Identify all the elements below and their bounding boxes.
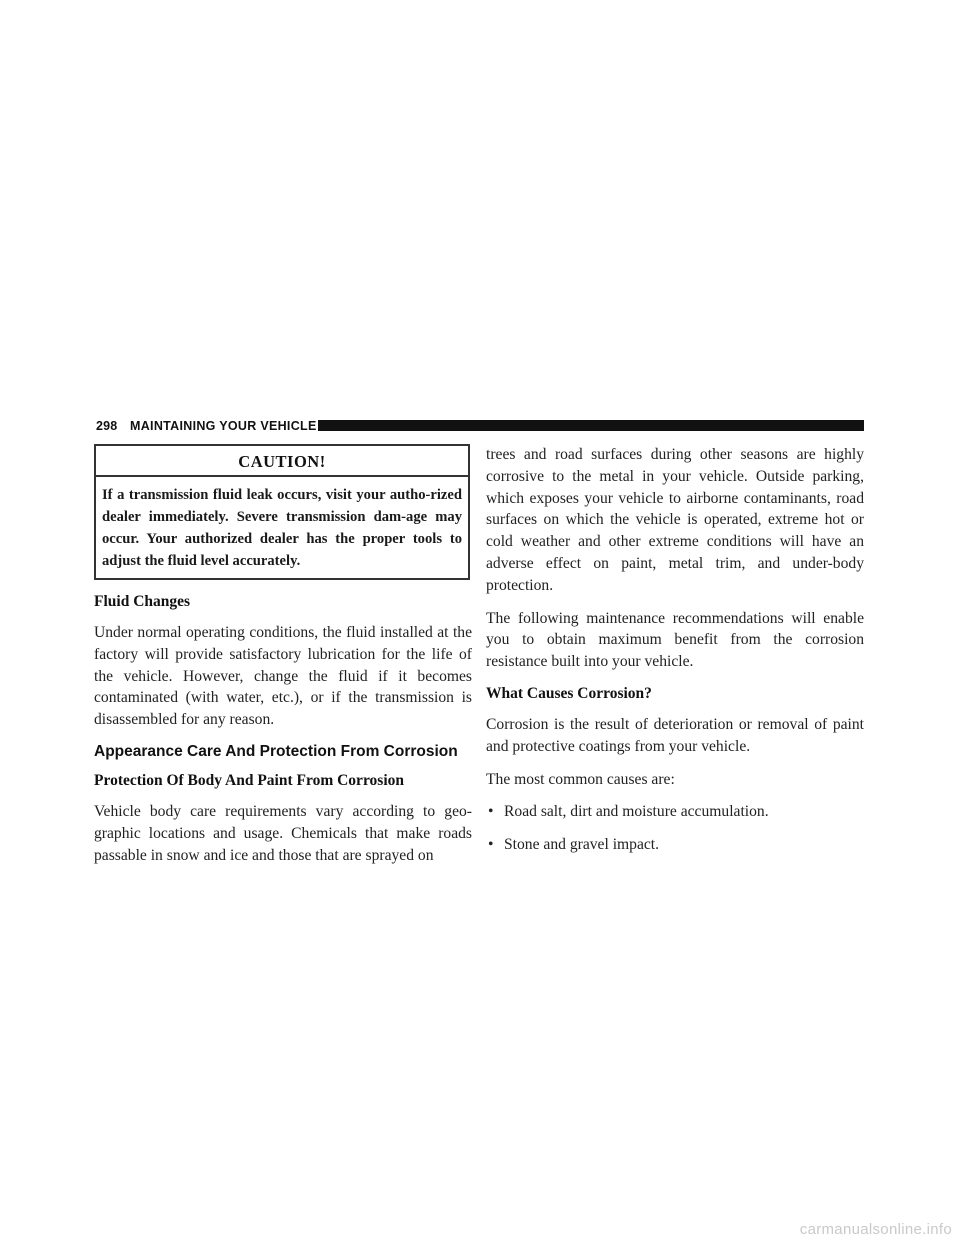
- caution-text: If a transmission fluid leak occurs, visit your autho-rized dealer immediately. Severe transmission dam-age may occur. Your authorized dealer has the proper tools to adjust the fluid level accurately.: [102, 487, 462, 569]
- protection-heading: Protection Of Body And Paint From Corrosion: [94, 771, 404, 789]
- continued-paragraph: trees and road surfaces during other seasons are highly corrosive to the metal in your vehicle. Outside parking, which exposes your vehicle to airborne contaminants, road surfaces on which the vehicle is operated, extreme hot or cold weather and other extreme conditions will have an adverse effect on paint, metal trim, and under-body protection.: [486, 446, 864, 594]
- causes-list: [486, 801, 864, 856]
- list-item: [486, 834, 864, 856]
- left-column: [94, 444, 472, 877]
- corrosion-causes-heading: What Causes Corrosion?: [486, 684, 652, 702]
- page-number: 298: [96, 419, 118, 433]
- list-item-text: Stone and gravel impact.: [504, 836, 660, 854]
- bullet-icon: •: [488, 803, 494, 821]
- fluid-changes-heading: Fluid Changes: [94, 593, 191, 610]
- header-rule: [318, 420, 864, 431]
- fluid-changes-paragraph: Under normal operating conditions, the fluid installed at the factory will provide satisfactory lubrication for the life of the vehicle. However, change the fluid if it becomes contaminated (with water, etc.), or if the transmission is disassembled for any reason.: [94, 624, 472, 729]
- right-column: [486, 444, 864, 867]
- caution-title: CAUTION!: [96, 446, 468, 477]
- page-header: [96, 419, 864, 433]
- common-causes-intro: The most common causes are:: [486, 770, 675, 788]
- corrosion-definition-paragraph: Corrosion is the result of deterioration or removal of paint and protective coatings from your vehicle.: [486, 715, 864, 755]
- bullet-icon: •: [488, 836, 494, 854]
- caution-box: [94, 444, 470, 580]
- list-item-text: Road salt, dirt and moisture accumulation.: [504, 803, 769, 821]
- recommendations-paragraph: The following maintenance recommendations will enable you to obtain maximum benefit from the corrosion resistance built into your vehicle.: [486, 609, 864, 671]
- watermark: carmanualsonline.info: [799, 1221, 952, 1238]
- section-title: MAINTAINING YOUR VEHICLE: [130, 419, 317, 433]
- protection-paragraph: Vehicle body care requirements vary according to geo-graphic locations and usage. Chemicals that make roads passable in snow and ice and those that are sprayed on: [94, 802, 472, 864]
- appearance-care-heading: Appearance Care And Protection From Corrosion: [94, 742, 458, 760]
- list-item: [486, 801, 864, 823]
